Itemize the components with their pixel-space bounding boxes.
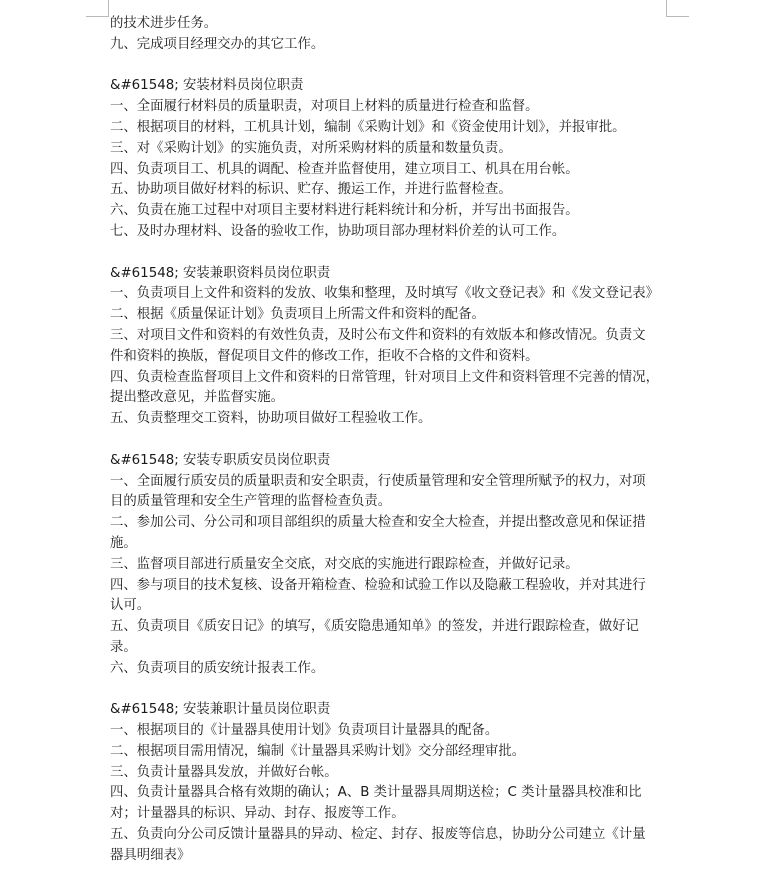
text-line: 一、负责项目上文件和资料的发放、收集和整理，及时填写《收文登记表》和《发文登记表》	[110, 286, 660, 302]
section-title: &#61548; 安装材料员岗位职责	[110, 78, 304, 94]
text-line: 一、全面履行质安员的质量职责和安全职责，行使质量管理和安全管理所赋予的权力，对项	[110, 473, 646, 489]
text-line: 二、根据项目需用情况，编制《计量器具采购计划》交分部经理审批。	[110, 743, 526, 759]
text-line: 二、根据项目的材料，工机具计划，编制《采购计划》和《资金使用计划》，并报审批。	[110, 119, 626, 135]
text-line: 四、参与项目的技术复核、设备开箱检查、检验和试验工作以及隐蔽工程验收，并对其进行	[110, 577, 646, 593]
text-line: 三、对《采购计划》的实施负责，对所采购材料的质量和数量负责。	[110, 140, 512, 156]
section-title: &#61548; 安装兼职资料员岗位职责	[110, 265, 331, 281]
text-line: 三、对项目文件和资料的有效性负责，及时公布文件和资料的有效版本和修改情况。负责文	[110, 327, 646, 343]
text-line: 一、全面履行材料员的质量职责，对项目上材料的质量进行检查和监督。	[110, 99, 539, 115]
section-document-clerk	[110, 264, 670, 430]
text-line: 的技术进步任务。	[110, 16, 218, 31]
text-line: 五、负责项目《质安日记》的填写，《质安隐患通知单》的签发，并进行跟踪检查，做好记	[110, 619, 639, 635]
text-line: 认可。	[110, 598, 151, 614]
text-line: 四、负责项目工、机具的调配、检查并监督使用，建立项目工、机具在用台帐。	[110, 161, 579, 177]
section-title: &#61548; 安装兼职计量员岗位职责	[110, 702, 331, 718]
text-line: 二、根据《质量保证计划》负责项目上所需文件和资料的配备。	[110, 307, 485, 323]
section-title: &#61548; 安装专职质安员岗位职责	[110, 452, 331, 468]
text-line: 六、负责项目的质安统计报表工作。	[110, 660, 325, 676]
text-line: 提出整改意见，并监督实施。	[110, 390, 285, 406]
text-line: 对；计量器具的标识、异动、封存、报废等工作。	[110, 806, 405, 822]
text-line: 三、负责计量器具发放，并做好台帐。	[110, 764, 338, 780]
text-line: 目的质量管理和安全生产管理的监督检查负责。	[110, 494, 392, 510]
text-line: 五、负责整理交工资料，协助项目做好工程验收工作。	[110, 411, 432, 427]
text-line: 九、完成项目经理交办的其它工作。	[110, 36, 325, 52]
section-metrology-clerk	[110, 700, 670, 866]
text-line: 二、参加公司、分公司和项目部组织的质量大检查和安全大检查，并提出整改意见和保证措	[110, 515, 646, 531]
text-line: 五、协助项目做好材料的标识、贮存、搬运工作，并进行监督检查。	[110, 182, 512, 198]
text-line: 器具明细表》	[110, 847, 191, 863]
text-line: 录。	[110, 639, 137, 655]
section-material-clerk	[110, 76, 670, 242]
text-line: 七、及时办理材料、设备的验收工作，协助项目部办理材料价差的认可工作。	[110, 223, 566, 239]
text-line: 四、负责计量器具合格有效期的确认；A、B 类计量器具周期送检；C 类计量器具校准和比	[110, 785, 642, 801]
text-line: 六、负责在施工过程中对项目主要材料进行耗料统计和分析，并写出书面报告。	[110, 203, 579, 219]
text-line: 三、监督项目部进行质量安全交底，对交底的实施进行跟踪检查，并做好记录。	[110, 556, 579, 572]
document-body	[110, 14, 670, 867]
text-line: 四、负责检查监督项目上文件和资料的日常管理，针对项目上文件和资料管理不完善的情况，	[110, 369, 660, 385]
intro-block	[110, 14, 670, 56]
page-corner-mark-left	[86, 0, 109, 17]
text-line: 件和资料的换版，督促项目文件的修改工作，拒收不合格的文件和资料。	[110, 348, 539, 364]
text-line: 五、负责向分公司反馈计量器具的异动、检定、封存、报废等信息，协助分公司建立《计量	[110, 827, 646, 843]
section-quality-safety-officer	[110, 451, 670, 680]
text-line: 一、根据项目的《计量器具使用计划》负责项目计量器具的配备。	[110, 723, 499, 739]
text-line: 施。	[110, 535, 137, 551]
